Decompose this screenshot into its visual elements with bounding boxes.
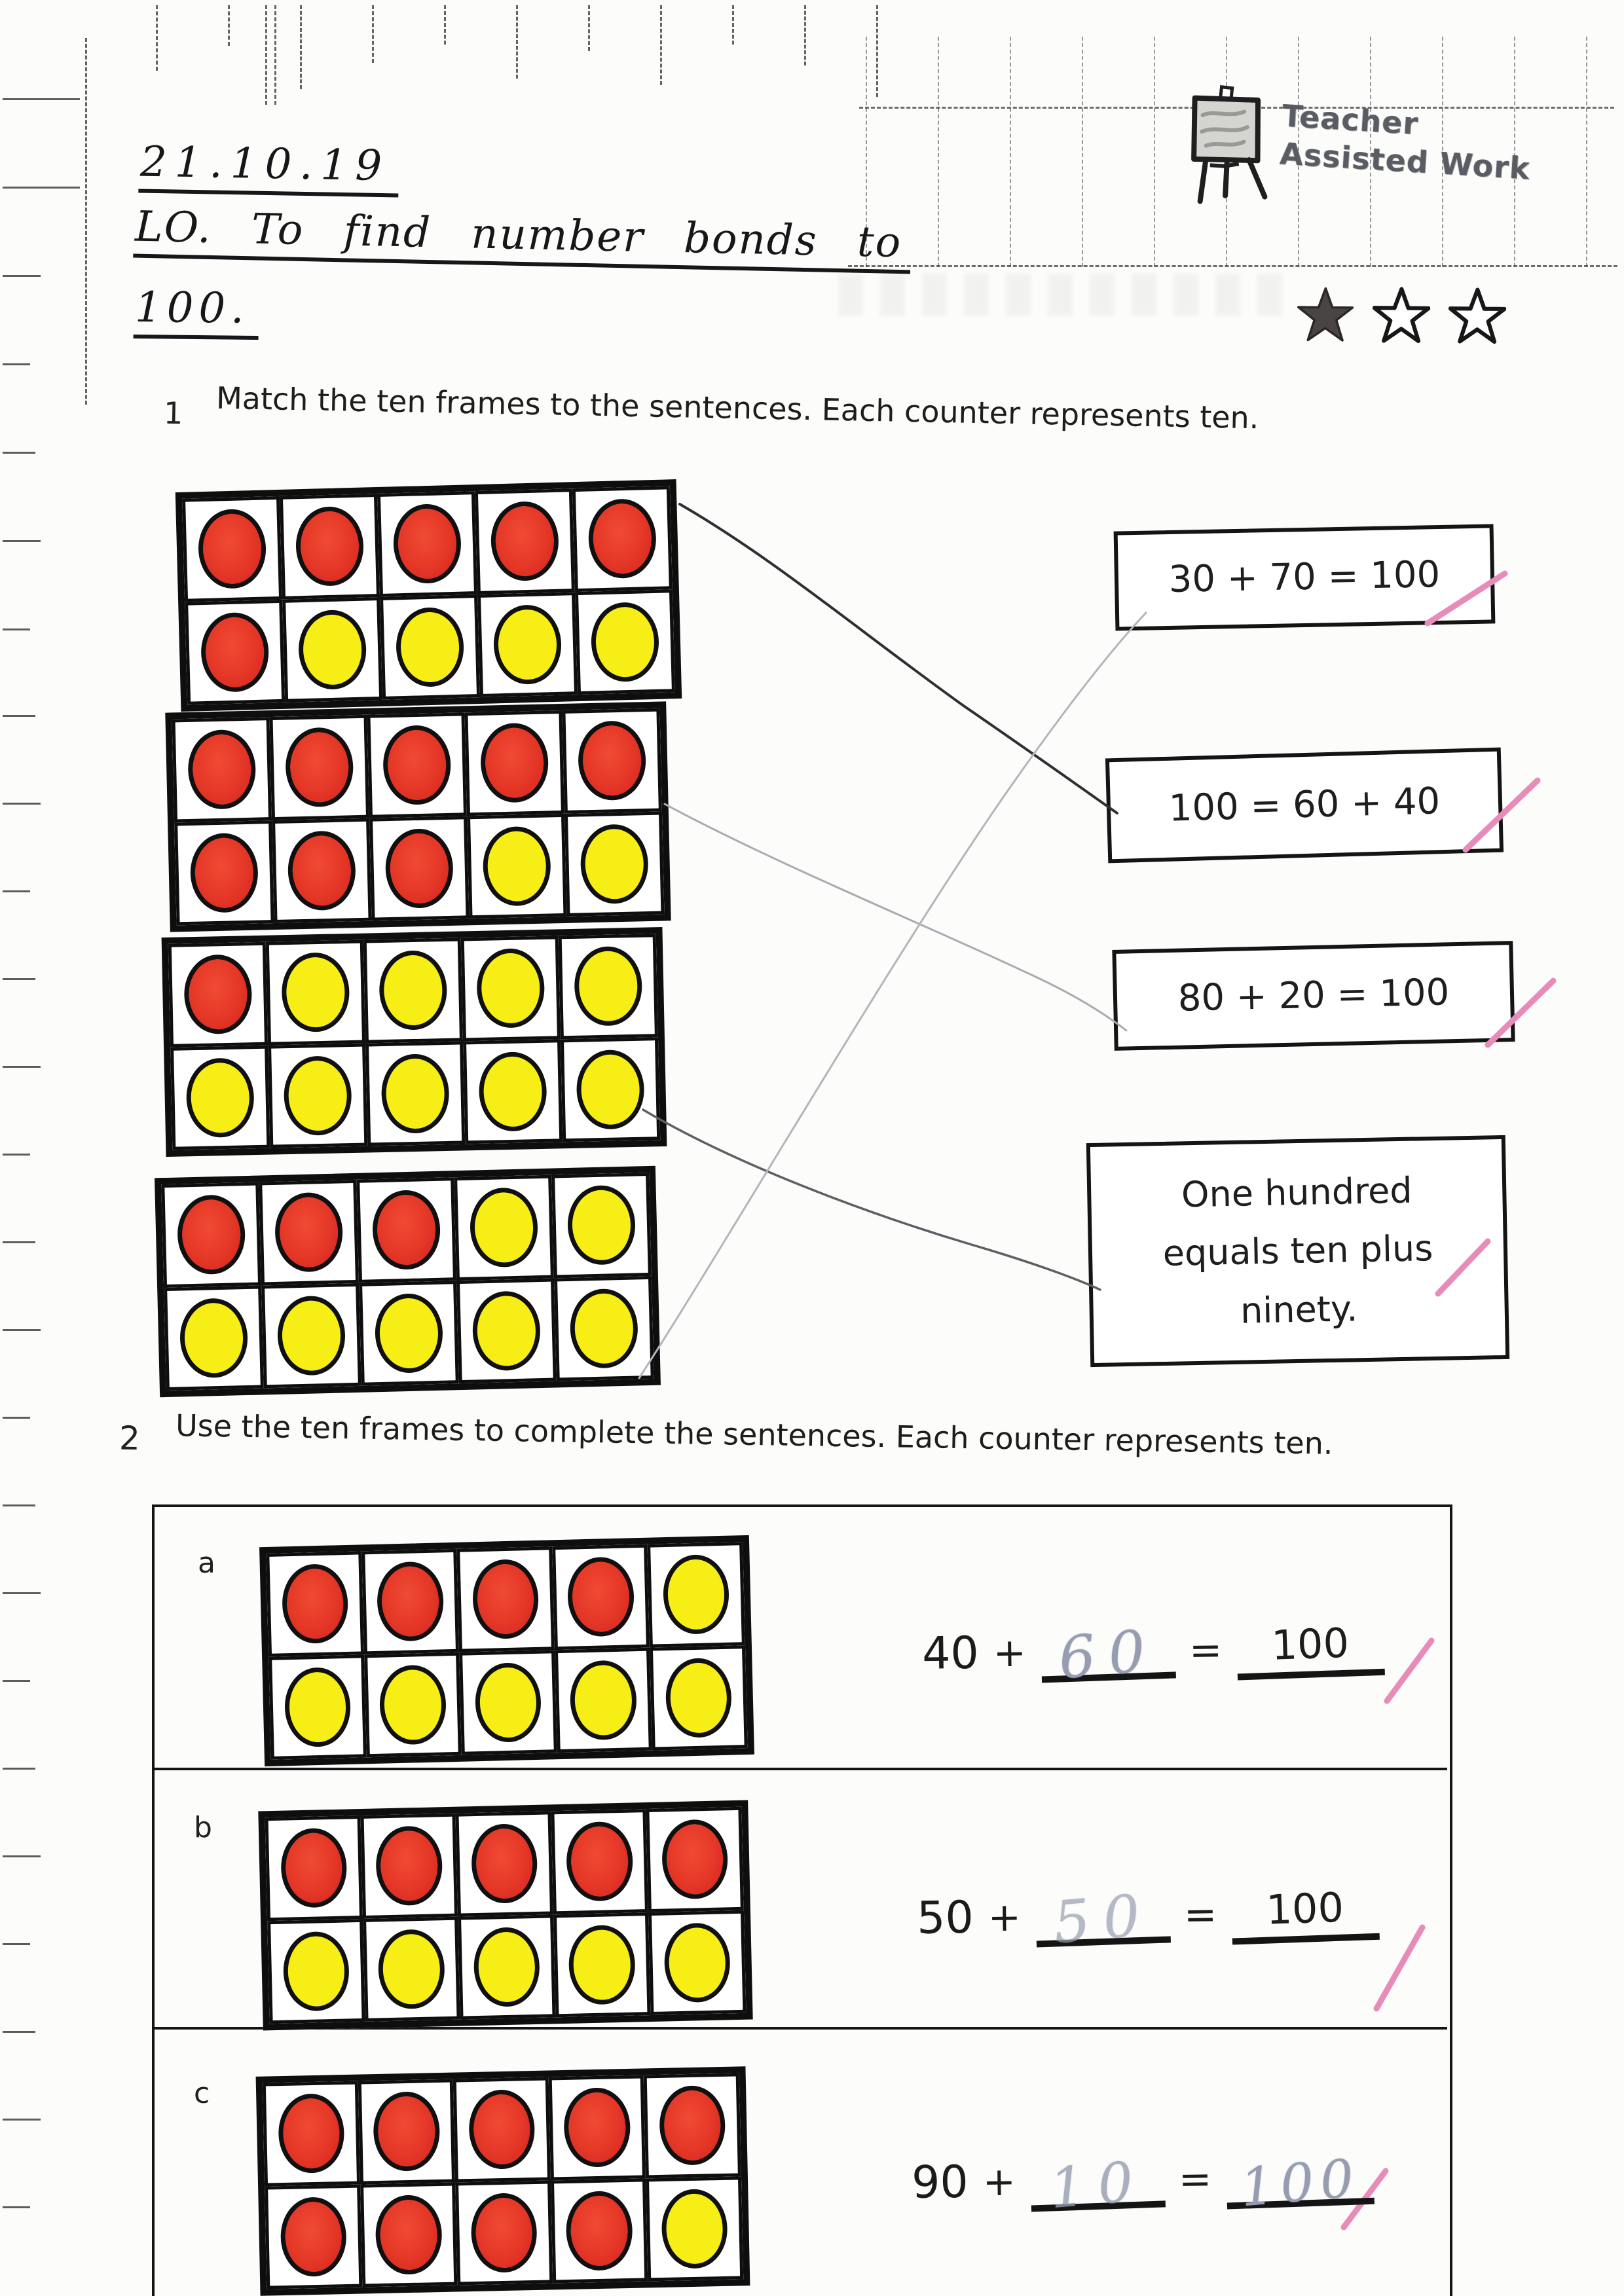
red-counter [382, 725, 452, 805]
yellow-counter [277, 1295, 346, 1376]
printed-answer: 100 [1265, 1883, 1345, 1934]
yellow-counter [375, 1293, 444, 1374]
sentence-card-one-hundred [1086, 1135, 1509, 1367]
paper-grid-mark [3, 98, 80, 100]
paper-grid-mark [3, 1066, 41, 1068]
yellow-counter [474, 1662, 542, 1743]
yellow-counter [470, 1187, 539, 1267]
row-label-c: c [194, 2077, 210, 2110]
paper-grid-mark [3, 1855, 41, 1857]
ten-frame-cell [361, 1549, 459, 1654]
ten-frame-cell [461, 936, 561, 1041]
stamp-line2: Assisted Work [1278, 135, 1532, 187]
ten-frame-cell [455, 2180, 553, 2286]
paper-grid-mark [1586, 37, 1587, 267]
red-counter [274, 1192, 344, 1273]
ten-frame-cell [268, 1043, 367, 1148]
red-counter [183, 954, 252, 1034]
yellow-counter [663, 1554, 730, 1635]
paper-grid-mark [732, 5, 734, 45]
number-sentence-a [921, 1599, 1384, 1692]
ten-frame-4-red-6-yellow [259, 1535, 754, 1766]
paper-grid-mark [1154, 37, 1155, 267]
ten-frame-cell [172, 717, 272, 822]
ten-frame-cell [456, 1546, 554, 1652]
ten-frame-cell [268, 1654, 366, 1760]
ten-frame-cell [644, 2073, 741, 2178]
paper-grid-mark [660, 5, 662, 85]
handwritten-learning-objective-line2: 100. [134, 283, 259, 340]
yellow-counter [380, 1053, 449, 1134]
paper-grid-mark [3, 2119, 41, 2121]
red-counter [177, 1194, 246, 1275]
printed-answer: 100 [1270, 1618, 1350, 1669]
paper-grid-mark [3, 1329, 41, 1331]
red-counter [384, 828, 454, 909]
ten-frame-cell [551, 2178, 648, 2284]
ten-frame-cell [168, 942, 268, 1048]
ten-frame-cell [365, 1041, 465, 1146]
ten-frame-5-red-5-yellow [258, 1800, 752, 2031]
row-label-b: b [194, 1811, 212, 1844]
yellow-counter [396, 606, 465, 687]
ten-frame-cell [367, 712, 467, 818]
ten-frame-cell [280, 494, 380, 599]
ten-frame-cell [459, 1650, 557, 1755]
yellow-counter [282, 1931, 350, 2011]
equals-sign: = [1183, 1891, 1217, 1939]
yellow-counter [378, 950, 447, 1030]
yellow-counter [570, 1660, 637, 1740]
red-counter [471, 1823, 538, 1904]
ten-frame-cell [464, 710, 564, 816]
ten-frame-cell [552, 1544, 650, 1650]
ten-frame-cell [363, 938, 463, 1043]
stamp-line1: Teacher [1281, 98, 1420, 142]
match-line-frame1-card2 [680, 504, 1117, 813]
ten-frame-cell [269, 715, 369, 820]
plus-sign: + [987, 1894, 1022, 1941]
yellow-counter [476, 948, 545, 1029]
ten-frame-cell [454, 1175, 554, 1281]
yellow-counter [665, 1657, 732, 1738]
answer-blank-1 [1034, 1865, 1171, 1957]
row-label-a: a [198, 1546, 215, 1580]
ten-frame-cell [463, 1039, 563, 1144]
ten-frame-cell [551, 1173, 652, 1278]
paper-grid-mark [804, 5, 806, 65]
teacher-assisted-work-stamp [1279, 97, 1534, 187]
ten-frame-cell [548, 2075, 646, 2180]
paper-grid-mark [3, 715, 35, 717]
paper-grid-mark [3, 275, 41, 277]
yellow-counter [482, 826, 551, 906]
paper-grid-mark [848, 265, 1617, 269]
star-rating [1297, 286, 1507, 346]
yellow-counter [568, 1924, 636, 2005]
red-counter [566, 2191, 633, 2271]
yellow-counter [284, 1667, 351, 1747]
paper-grid-mark [516, 5, 518, 79]
paper-grid-mark [300, 5, 302, 89]
match-line-frame4-card1 [639, 613, 1146, 1378]
ten-frame-cell [358, 2079, 455, 2185]
ten-frame-cell [182, 496, 282, 602]
paper-grid-mark [3, 363, 30, 365]
ten-frame-cell [360, 1813, 458, 1919]
paper-grid-mark [444, 5, 446, 45]
answer-blank-1 [1029, 2130, 1166, 2221]
red-counter [287, 830, 357, 911]
ten-frame-cell [266, 1551, 363, 1656]
ten-frame-cell [475, 488, 575, 594]
ten-frame-cell [575, 589, 675, 695]
yellow-counter [590, 602, 659, 683]
red-counter [578, 720, 647, 801]
ten-frame-cell [467, 813, 567, 919]
paper-grid-mark [1010, 37, 1011, 267]
red-counter [278, 2093, 345, 2174]
red-counter [372, 1190, 441, 1270]
sentence-card-text: 80 + 20 = 100 [1177, 971, 1450, 1020]
question-2-number: 2 [119, 1419, 141, 1458]
sentence-prefix: 90 [911, 2156, 969, 2209]
ten-frame-cell [259, 1180, 359, 1285]
red-counter [563, 2087, 631, 2168]
yellow-counter [478, 1051, 547, 1132]
ten-frame-cell [561, 1037, 660, 1142]
handwritten-learning-objective-line1: LO. To find number bonds to [133, 203, 912, 274]
paper-grid-mark [3, 890, 30, 892]
paper-grid-mark [265, 5, 267, 105]
red-counter [567, 1557, 635, 1637]
paper-grid-mark [3, 803, 41, 805]
ten-frame-cell [555, 1647, 652, 1753]
paper-grid-mark [3, 1154, 30, 1156]
ten-frame-cell [377, 491, 477, 596]
paper-grid-mark [3, 1417, 30, 1419]
table-row-divider [153, 1768, 1447, 1770]
yellow-counter [179, 1298, 249, 1378]
red-counter [295, 506, 364, 587]
sentence-card-100-60-40 [1105, 748, 1504, 864]
ten-frame-cell [364, 1652, 462, 1757]
paper-grid-mark [588, 5, 590, 51]
red-counter [285, 727, 354, 808]
paper-grid-mark [938, 37, 939, 267]
red-counter [377, 1561, 444, 1642]
ten-frame-cell [265, 2184, 362, 2289]
sentence-card-30-70 [1114, 524, 1496, 630]
star-empty-icon [1373, 287, 1431, 345]
ten-frame-9-red-1-yellow [256, 2066, 750, 2296]
plus-sign: + [993, 1630, 1027, 1677]
ten-frame-cell [164, 1285, 264, 1391]
red-counter [281, 1563, 348, 1644]
yellow-counter [661, 2189, 728, 2269]
ten-frame-cell [477, 592, 578, 697]
paper-grid-mark [3, 629, 30, 630]
red-counter [280, 2196, 347, 2277]
ten-frame-cell [572, 486, 673, 591]
ten-frame-cell [647, 1542, 745, 1647]
red-counter [659, 2085, 726, 2166]
red-counter [392, 503, 462, 585]
sentence-card-80-20 [1112, 941, 1515, 1051]
paper-grid-mark [3, 1241, 35, 1243]
ten-frame-cell [185, 599, 285, 704]
red-counter [190, 832, 259, 913]
ten-frame-cell [559, 934, 658, 1039]
red-counter [490, 501, 559, 582]
red-counter [200, 611, 270, 693]
yellow-counter [663, 1922, 731, 2003]
ten-frame-cell [551, 1809, 648, 1914]
answer-blank-1 [1039, 1601, 1176, 1692]
paper-grid-mark [228, 5, 230, 46]
yellow-counter [283, 1055, 352, 1136]
ten-frame-cell [553, 1912, 651, 2018]
ten-frame-cell [261, 1283, 361, 1388]
ten-frame-cell [554, 1275, 654, 1381]
ten-frame-cell [282, 596, 382, 702]
ten-frame-cell [456, 1811, 553, 1916]
equals-sign: = [1189, 1627, 1223, 1674]
paper-grid-mark [274, 5, 276, 105]
question-2-prompt: Use the ten frames to complete the sentences. Each counter represents ten. [175, 1408, 1333, 1461]
red-counter [375, 2195, 443, 2275]
red-counter [198, 509, 267, 590]
show-through-smudge [838, 274, 1297, 316]
ten-frame-cell [646, 2176, 743, 2282]
yellow-counter [378, 1929, 445, 2009]
ten-frame-cell [564, 811, 665, 917]
ten-frame-cell [360, 2182, 458, 2287]
ten-frame-cell [359, 1281, 459, 1386]
ten-frame-cell [170, 1045, 270, 1150]
red-counter [470, 2193, 538, 2273]
handwritten-date: 21.10.19 [138, 138, 399, 198]
easel-blackboard-icon [1182, 81, 1280, 213]
star-empty-icon [1449, 287, 1507, 346]
yellow-counter [471, 1290, 541, 1371]
paper-grid-mark [3, 2206, 30, 2208]
paper-grid-mark [3, 1768, 35, 1770]
ten-frame-cell [458, 1914, 555, 2020]
question-1-prompt: Match the ten frames to the sentences. Each counter represents ten. [215, 380, 1259, 436]
ten-frame-cell [380, 594, 480, 700]
plus-sign: + [982, 2159, 1016, 2206]
red-counter [280, 1828, 348, 1908]
sentence-card-text: 100 = 60 + 40 [1168, 780, 1441, 830]
red-counter [566, 1821, 633, 1902]
ten-frame-cell [456, 1278, 557, 1383]
ten-frame-cell [272, 818, 372, 923]
handwritten-answer: 100 [1238, 2147, 1363, 2219]
ten-frame-3-red-7-yellow [155, 1166, 661, 1398]
red-counter [375, 1825, 443, 1906]
yellow-counter [569, 1288, 638, 1368]
sentence-prefix: 40 [921, 1627, 980, 1680]
yellow-counter [298, 609, 367, 690]
paper-grid-mark [3, 540, 41, 542]
paper-grid-mark [3, 2031, 35, 2033]
ten-frame-8-red-2-yellow [165, 701, 671, 932]
ten-frame-cell [650, 1645, 747, 1751]
yellow-counter [567, 1185, 637, 1266]
star-filled-icon [1297, 286, 1355, 344]
sentence-prefix: 50 [916, 1891, 974, 1944]
yellow-counter [576, 1049, 644, 1129]
yellow-counter [281, 952, 350, 1032]
paper-grid-mark [372, 5, 374, 63]
ten-frame-cell [363, 1916, 460, 2022]
red-counter [471, 1559, 539, 1639]
paper-grid-mark [3, 1680, 30, 1682]
number-sentence-c [911, 2128, 1374, 2221]
question-1-number: 1 [163, 395, 183, 431]
equals-sign: = [1178, 2156, 1212, 2203]
yellow-counter [379, 1664, 447, 1745]
ten-frame-cell [648, 1910, 746, 2015]
ten-frame-cell [356, 1177, 456, 1283]
ten-frame-cell [174, 820, 274, 926]
ten-frame-cell [369, 816, 470, 921]
ten-frame-6-red-4-yellow [175, 479, 682, 712]
sentence-card-text: One hundred equals ten plus ninety. [1162, 1169, 1433, 1332]
paper-grid-mark [3, 1592, 41, 1594]
ten-frame-cell [266, 940, 365, 1046]
handwritten-answer: 60 [1055, 1616, 1161, 1692]
paper-grid-mark [3, 1504, 35, 1506]
yellow-counter [186, 1057, 255, 1138]
answer-blank-2 [1230, 1863, 1380, 1945]
ten-frame-1-red-9-yellow [162, 927, 667, 1157]
paper-grid-mark [3, 1943, 30, 1945]
paper-grid-mark [1082, 37, 1083, 267]
answer-blank-2 [1235, 1598, 1385, 1681]
yellow-counter [493, 604, 563, 685]
paper-grid-mark [3, 978, 35, 980]
paper-grid-mark [156, 5, 158, 71]
paper-grid-mark [85, 38, 87, 405]
ten-frame-cell [265, 1815, 363, 1921]
ten-frame-cell [267, 1918, 365, 2024]
match-line-frame2-card3 [665, 804, 1126, 1030]
red-counter [587, 498, 657, 579]
red-counter [661, 1819, 729, 1900]
answer-blank-2 [1225, 2127, 1375, 2219]
red-counter [468, 2089, 536, 2170]
ten-frame-cell [263, 2081, 360, 2187]
ten-frame-cell [453, 2077, 551, 2183]
handwritten-answer: 10 [1046, 2148, 1149, 2221]
yellow-counter [574, 946, 642, 1027]
handwritten-answer: 50 [1050, 1880, 1156, 1957]
paper-grid-mark [3, 187, 80, 189]
red-counter [187, 729, 257, 810]
paper-grid-mark [876, 5, 878, 97]
number-sentence-b [916, 1864, 1379, 1957]
yellow-counter [473, 1927, 540, 2007]
yellow-counter [580, 824, 649, 904]
ten-frame-cell [161, 1182, 261, 1288]
ten-frame-cell [562, 708, 662, 814]
match-line-frame3-card4 [643, 1110, 1100, 1290]
ten-frame-cell [646, 1807, 744, 1912]
red-counter [480, 723, 549, 803]
paper-grid-mark [3, 452, 35, 454]
red-counter [373, 2091, 440, 2172]
sentence-card-text: 30 + 70 = 100 [1168, 553, 1441, 602]
